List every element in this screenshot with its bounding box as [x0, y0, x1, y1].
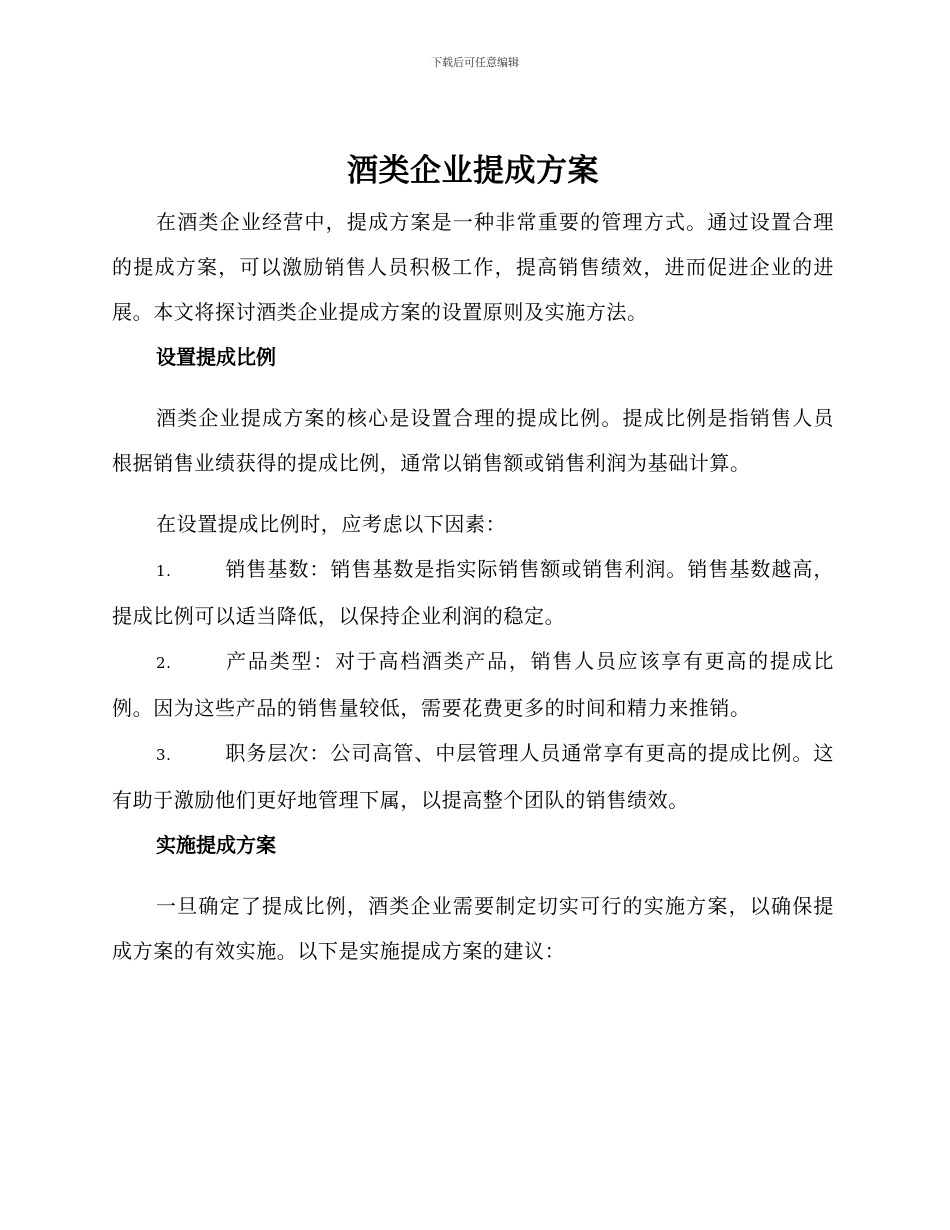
section-heading-set-ratio: 设置提成比例 [156, 345, 276, 369]
intro-paragraph: 在酒类企业经营中，提成方案是一种非常重要的管理方式。通过设置合理的提成方案，可以激励销售人员积极工作，提高销售绩效，进而促进企业的进展。本文将探讨酒类企业提成方案的设置原则及实施方法。 [112, 210, 834, 324]
section2-paragraph-1: 一旦确定了提成比例，酒类企业需要制定切实可行的实施方案，以确保提成方案的有效实施。以下是实施提成方案的建议： [112, 894, 834, 963]
header-note: 下载后可任意编辑 [431, 56, 519, 69]
list-item-number: 3. [156, 746, 172, 764]
list-item [112, 547, 834, 639]
list-item-text: 产品类型：对于高档酒类产品，销售人员应该享有更高的提成比例。因为这些产品的销售量较低，需要花费更多的时间和精力来推销。 [112, 649, 834, 720]
document-body [112, 148, 834, 974]
list-item-number: 1. [156, 562, 172, 580]
section-heading-implement: 实施提成方案 [156, 833, 276, 857]
list-item-number: 2. [156, 654, 172, 672]
section1-paragraph-1: 酒类企业提成方案的核心是设置合理的提成比例。提成比例是指销售人员根据销售业绩获得的提成比例，通常以销售额或销售利润为基础计算。 [112, 406, 834, 475]
list-item [112, 639, 834, 731]
list-item [112, 731, 834, 823]
list-item-text: 职务层次：公司高管、中层管理人员通常享有更高的提成比例。这有助于激励他们更好地管理下属，以提高整个团队的销售绩效。 [112, 741, 834, 812]
list-item-text: 销售基数：销售基数是指实际销售额或销售利润。销售基数越高，提成比例可以适当降低，以保持企业利润的稳定。 [112, 557, 834, 628]
section1-paragraph-2: 在设置提成比例时，应考虑以下因素： [156, 512, 507, 536]
document-title: 酒类企业提成方案 [347, 153, 599, 189]
